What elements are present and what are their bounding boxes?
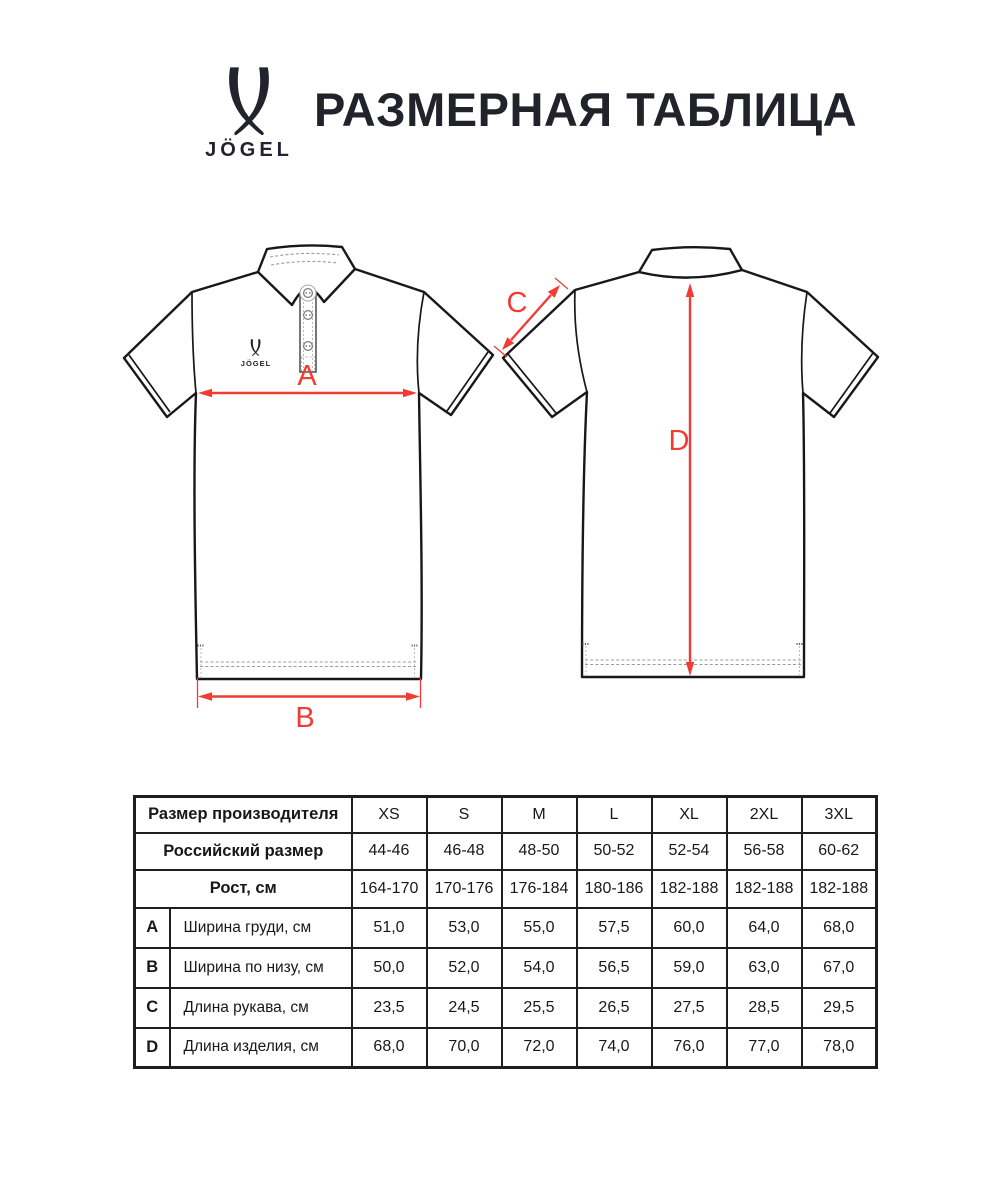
table-row-manufacturer-size: [135, 797, 877, 833]
table-cell: 170-176: [427, 870, 502, 908]
dim-label-a: A: [297, 360, 317, 392]
table-cell: 53,0: [427, 908, 502, 948]
polo-front-view: [124, 245, 493, 679]
table-cell: 60-62: [802, 833, 877, 870]
table-cell: 182-188: [727, 870, 802, 908]
table-cell: 182-188: [802, 870, 877, 908]
table-cell: 50,0: [352, 948, 427, 988]
table-cell: 68,0: [352, 1028, 427, 1068]
table-cell: 68,0: [802, 908, 877, 948]
table-cell: 64,0: [727, 908, 802, 948]
table-cell: M: [502, 797, 577, 833]
dim-label-b: B: [295, 702, 315, 734]
table-cell: XL: [652, 797, 727, 833]
table-cell: 46-48: [427, 833, 502, 870]
measure-key: B: [135, 948, 170, 988]
dim-label-c: C: [506, 287, 528, 319]
measure-key: D: [135, 1028, 170, 1068]
measure-label: Ширина по низу, см: [170, 948, 352, 988]
table-cell: 63,0: [727, 948, 802, 988]
table-cell: 50-52: [577, 833, 652, 870]
table-cell: 182-188: [652, 870, 727, 908]
table-cell: 70,0: [427, 1028, 502, 1068]
row-header: Рост, см: [135, 870, 352, 908]
table-cell: 55,0: [502, 908, 577, 948]
table-cell: 180-186: [577, 870, 652, 908]
table-cell: 74,0: [577, 1028, 652, 1068]
chest-brand-text: JÖGEL: [240, 359, 272, 368]
table-cell: 176-184: [502, 870, 577, 908]
table-cell: 24,5: [427, 988, 502, 1028]
table-cell: 52,0: [427, 948, 502, 988]
table-cell: 164-170: [352, 870, 427, 908]
back-collar-band: [639, 247, 742, 277]
table-cell: 77,0: [727, 1028, 802, 1068]
table-cell: 48-50: [502, 833, 577, 870]
table-row-sleeve-length: [135, 988, 877, 1028]
measure-key: A: [135, 908, 170, 948]
table-row-height: [135, 870, 877, 908]
table-cell: 56,5: [577, 948, 652, 988]
table-cell: XS: [352, 797, 427, 833]
table-cell: 29,5: [802, 988, 877, 1028]
table-cell: 28,5: [727, 988, 802, 1028]
table-cell: 3XL: [802, 797, 877, 833]
table-cell: 44-46: [352, 833, 427, 870]
dim-label-d: D: [668, 425, 690, 457]
table-cell: 27,5: [652, 988, 727, 1028]
table-cell: 23,5: [352, 988, 427, 1028]
table-cell: 56-58: [727, 833, 802, 870]
table-row-item-length: [135, 1028, 877, 1068]
table-cell: 76,0: [652, 1028, 727, 1068]
measure-label: Длина изделия, см: [170, 1028, 352, 1068]
table-cell: 52-54: [652, 833, 727, 870]
row-header: Российский размер: [135, 833, 352, 870]
table-row-russian-size: [135, 833, 877, 870]
table-cell: 2XL: [727, 797, 802, 833]
measure-label: Длина рукава, см: [170, 988, 352, 1028]
table-cell: 26,5: [577, 988, 652, 1028]
table-cell: 25,5: [502, 988, 577, 1028]
brand-wordmark: JÖGEL: [205, 139, 293, 161]
table-row-chest-width: [135, 908, 877, 948]
table-cell: S: [427, 797, 502, 833]
table-cell: 60,0: [652, 908, 727, 948]
table-cell: L: [577, 797, 652, 833]
table-row-bottom-width: [135, 948, 877, 988]
table-cell: 57,5: [577, 908, 652, 948]
table-cell: 51,0: [352, 908, 427, 948]
page-title: РАЗМЕРНАЯ ТАБЛИЦА: [314, 83, 858, 136]
table-cell: 59,0: [652, 948, 727, 988]
row-header: Размер производителя: [135, 797, 352, 833]
table-cell: 78,0: [802, 1028, 877, 1068]
measure-label: Ширина груди, см: [170, 908, 352, 948]
table-cell: 67,0: [802, 948, 877, 988]
size-table: [133, 795, 878, 1069]
measure-key: C: [135, 988, 170, 1028]
table-cell: 72,0: [502, 1028, 577, 1068]
table-cell: 54,0: [502, 948, 577, 988]
